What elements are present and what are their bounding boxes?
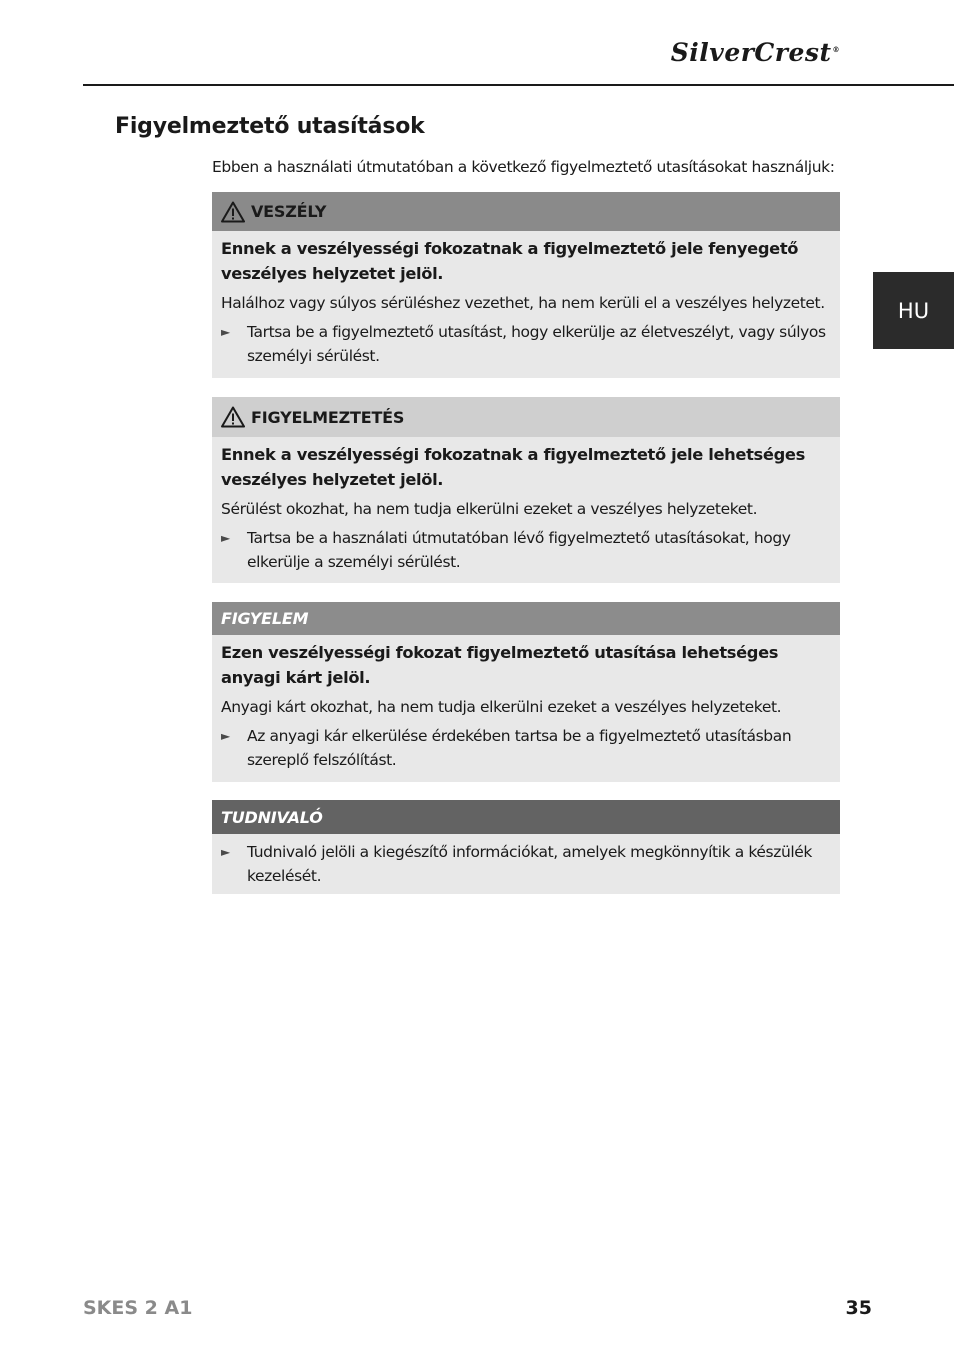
arrow-right-icon: ► xyxy=(221,729,230,743)
language-tab: HU xyxy=(873,272,954,349)
note-header xyxy=(212,800,840,834)
footer-model: SKES 2 A1 xyxy=(83,1297,193,1319)
danger-label: VESZÉLY xyxy=(251,202,327,221)
caution-box xyxy=(212,602,840,782)
page-number: 35 xyxy=(845,1297,872,1319)
note-label: TUDNIVALÓ xyxy=(221,807,323,827)
arrow-right-icon: ► xyxy=(221,845,230,859)
danger-desc: Halálhoz vagy súlyos sérüléshez vezethet, ha nem kerüli el a veszélyes helyzetet. xyxy=(221,294,825,312)
danger-lead: Ennek a veszélyességi fokozatnak a figyelmeztető jele fenyegető veszélyes helyzetet jelöl. xyxy=(221,239,799,283)
caution-item-text: Az anyagi kár elkerülése érdekében tartsa be a figyelmeztető utasításban szereplő felszólítást. xyxy=(247,727,792,769)
caution-lead: Ezen veszélyességi fokozat figyelmeztető utasítása lehetséges anyagi kárt jelöl. xyxy=(221,643,779,687)
caution-header xyxy=(212,602,840,635)
warning-triangle-icon xyxy=(221,201,245,223)
caution-item xyxy=(221,724,831,772)
brand-logo xyxy=(671,38,840,67)
warning-desc: Sérülést okozhat, ha nem tudja elkerülni ezeket a veszélyes helyzeteket. xyxy=(221,500,758,518)
danger-item-text: Tartsa be a figyelmeztető utasítást, hogy elkerülje az életveszélyt, vagy súlyos személyi sérülést. xyxy=(247,323,826,365)
danger-item xyxy=(221,320,831,368)
section-title: Figyelmeztető utasítások xyxy=(115,114,425,139)
note-item-text: Tudnivaló jelöli a kiegészítő információkat, amelyek megkönnyítik a készülék kezelését. xyxy=(247,843,812,885)
brand-name: SilverCrest xyxy=(670,38,832,67)
warning-label: FIGYELMEZTETÉS xyxy=(251,407,405,427)
note-item xyxy=(221,840,831,888)
note-box xyxy=(212,800,840,894)
arrow-right-icon: ► xyxy=(221,531,230,545)
danger-box xyxy=(212,192,840,378)
danger-header xyxy=(212,192,840,231)
arrow-right-icon: ► xyxy=(221,325,230,339)
caution-label: FIGYELEM xyxy=(221,609,309,628)
warning-item-text: Tartsa be a használati útmutatóban lévő figyelmeztető utasításokat, hogy elkerülje a személyi sérülést. xyxy=(247,529,791,571)
header-rule xyxy=(83,84,954,86)
warning-header xyxy=(212,397,840,437)
intro-text: Ebben a használati útmutatóban a következő figyelmeztető utasításokat használjuk: xyxy=(212,158,835,176)
warning-item xyxy=(221,526,831,574)
warning-triangle-icon xyxy=(221,406,245,428)
warning-lead: Ennek a veszélyességi fokozatnak a figyelmeztető jele lehetséges veszélyes helyzetet jelöl. xyxy=(221,445,805,489)
registered-mark: ® xyxy=(832,44,840,54)
warning-box xyxy=(212,397,840,583)
caution-desc: Anyagi kárt okozhat, ha nem tudja elkerülni ezeket a veszélyes helyzeteket. xyxy=(221,698,782,716)
